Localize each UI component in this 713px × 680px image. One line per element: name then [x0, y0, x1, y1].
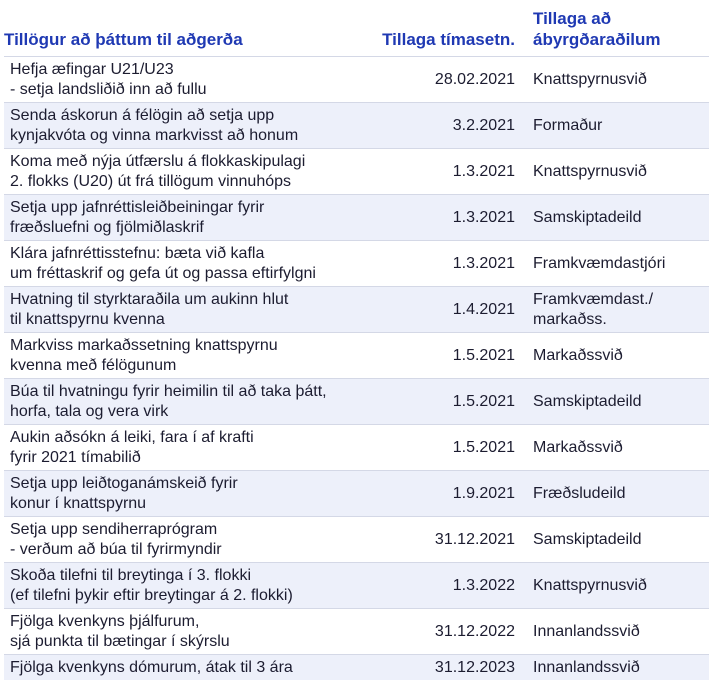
table-row [4, 470, 709, 516]
date-cell: 1.3.2021 [364, 148, 524, 194]
responsible-cell: Knattspyrnusvið [524, 148, 709, 194]
responsible-cell: Framkvæmdast./ markaðss. [524, 286, 709, 332]
date-cell: 28.02.2021 [364, 56, 524, 102]
date-cell: 31.12.2021 [364, 516, 524, 562]
task-cell: Markviss markaðssetning knattspyrnu kvenna með félögunum [4, 332, 364, 378]
header-task: Tillögur að þáttum til aðgerða [4, 0, 364, 56]
responsible-cell: Samskiptadeild [524, 378, 709, 424]
responsible-cell: Markaðssvið [524, 424, 709, 470]
date-cell: 3.2.2021 [364, 102, 524, 148]
date-cell: 1.3.2021 [364, 240, 524, 286]
table-row [4, 332, 709, 378]
task-cell: Hvatning til styrktaraðila um aukinn hlut til knattspyrnu kvenna [4, 286, 364, 332]
responsible-cell: Knattspyrnusvið [524, 562, 709, 608]
date-cell: 1.5.2021 [364, 332, 524, 378]
table-row [4, 516, 709, 562]
date-cell: 1.3.2022 [364, 562, 524, 608]
table-row [4, 148, 709, 194]
table-row [4, 194, 709, 240]
responsible-cell: Formaður [524, 102, 709, 148]
table-row [4, 562, 709, 608]
date-cell: 31.12.2022 [364, 608, 524, 654]
table-row [4, 378, 709, 424]
task-cell: Setja upp leiðtoganámskeið fyrir konur í knattspyrnu [4, 470, 364, 516]
responsible-cell: Knattspyrnusvið [524, 56, 709, 102]
table-row [4, 286, 709, 332]
table-row [4, 424, 709, 470]
task-cell: Koma með nýja útfærslu á flokkaskipulagi 2. flokks (U20) út frá tillögum vinnuhóps [4, 148, 364, 194]
date-cell: 1.5.2021 [364, 424, 524, 470]
table-row [4, 240, 709, 286]
task-cell: Klára jafnréttisstefnu: bæta við kafla um fréttaskrif og gefa út og passa eftirfylgni [4, 240, 364, 286]
task-cell: Búa til hvatningu fyrir heimilin til að taka þátt, horfa, tala og vera virk [4, 378, 364, 424]
table-row [4, 654, 709, 680]
header-row [4, 0, 709, 56]
date-cell: 1.4.2021 [364, 286, 524, 332]
date-cell: 31.12.2023 [364, 654, 524, 680]
table-row [4, 102, 709, 148]
date-cell: 1.5.2021 [364, 378, 524, 424]
task-cell: Setja upp sendiherraprógram - verðum að búa til fyrirmyndir [4, 516, 364, 562]
responsible-cell: Framkvæmdastjóri [524, 240, 709, 286]
responsible-cell: Innanlandssvið [524, 654, 709, 680]
responsible-cell: Innanlandssvið [524, 608, 709, 654]
task-cell: Hefja æfingar U21/U23 - setja landsliðið inn að fullu [4, 56, 364, 102]
responsible-cell: Samskiptadeild [524, 194, 709, 240]
task-cell: Skoða tilefni til breytinga í 3. flokki (ef tilefni þykir eftir breytingar á 2. flokki) [4, 562, 364, 608]
header-date: Tillaga tímasetn. [364, 0, 524, 56]
action-table [4, 0, 709, 680]
responsible-cell: Markaðssvið [524, 332, 709, 378]
task-cell: Aukin aðsókn á leiki, fara í af krafti fyrir 2021 tímabilið [4, 424, 364, 470]
date-cell: 1.9.2021 [364, 470, 524, 516]
date-cell: 1.3.2021 [364, 194, 524, 240]
table-row [4, 56, 709, 102]
task-cell: Setja upp jafnréttisleiðbeiningar fyrir fræðsluefni og fjölmiðlaskrif [4, 194, 364, 240]
task-cell: Fjölga kvenkyns dómurum, átak til 3 ára [4, 654, 364, 680]
responsible-cell: Fræðsludeild [524, 470, 709, 516]
task-cell: Senda áskorun á félögin að setja upp kynjakvóta og vinna markvisst að honum [4, 102, 364, 148]
table-header [4, 0, 709, 56]
header-responsible: Tillaga að ábyrgðaraðilum [524, 0, 709, 56]
table-row [4, 608, 709, 654]
table-body [4, 56, 709, 680]
task-cell: Fjölga kvenkyns þjálfurum, sjá punkta til bætingar í skýrslu [4, 608, 364, 654]
responsible-cell: Samskiptadeild [524, 516, 709, 562]
